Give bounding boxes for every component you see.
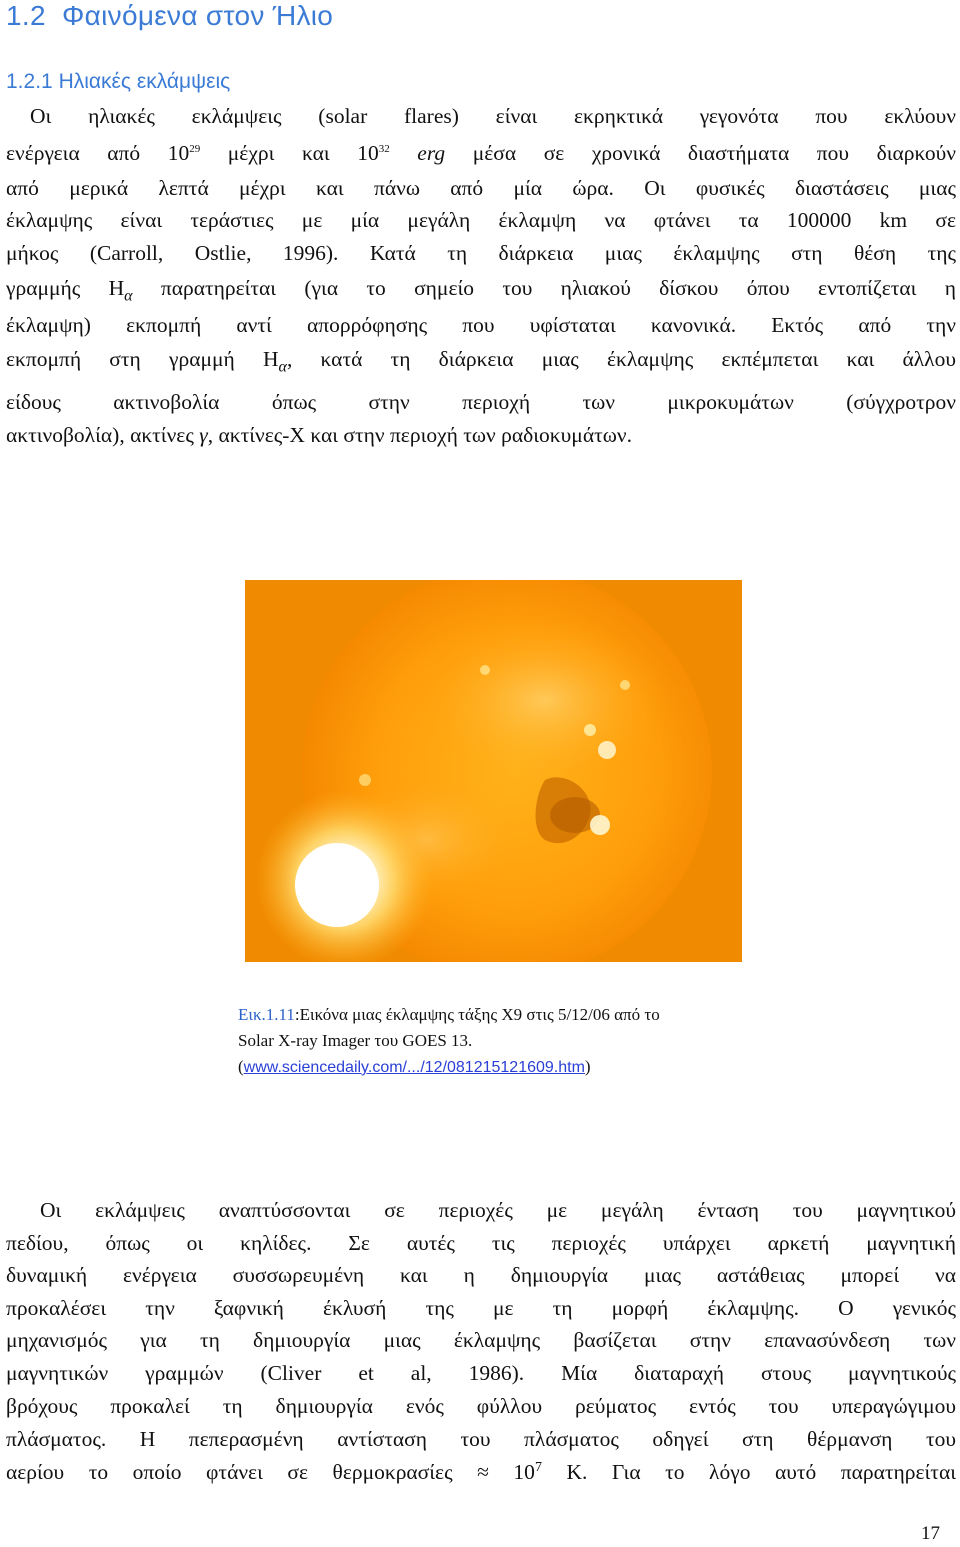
figure-caption-line: Solar X-ray Imager του GOES 13. [238, 1031, 473, 1050]
subsection-title: Ηλιακές εκλάμψεις [58, 70, 231, 93]
subsection-heading [6, 70, 230, 94]
solar-flare-illustration [245, 580, 742, 962]
solar-flare-image [245, 580, 742, 962]
paragraph-line: είδους ακτινοβολία όπως στην περιοχή των μικροκυμάτων (σύγχροτρον [6, 390, 956, 414]
figure-caption-line: Εικ.1.11:Εικόνα μιας έκλαμψης τάξης Χ9 στις 5/12/06 από το [238, 1005, 660, 1024]
paragraph-line: έκλαμψη) εκπομπή αντί απορρόφησης που υφίσταται κανονικά. Εκτός από την [6, 313, 956, 337]
paragraph-line: Οι εκλάμψεις αναπτύσσονται σε περιοχές με μεγάλη ένταση του μαγνητικού [40, 1198, 956, 1222]
paragraph-line: αερίου το οποίο φτάνει σε $\theta\varepsilon\rho\mu o\kappa\rho\alpha\sigma ί\varepsilon\varsigma \approx 10^7$ K. Για το λόγο αυτό παρατηρείται [6, 1459, 956, 1484]
paragraph-line: δυναμική ενέργεια συσσωρευμένη και η δημιουργία μιας αστάθειας μπορεί να [6, 1263, 956, 1287]
figure-caption-line: (www.sciencedaily.com/.../12/081215121609.htm) [238, 1057, 591, 1076]
paragraph-line: προκαλέσει την ξαφνική έκλυσή της με τη μορφή έκλαμψης. Ο γενικός [6, 1296, 956, 1320]
paragraph-line: έκλαμψης είναι τεράστιες με μία μεγάλη έκλαμψη να φτάνει τα 100000 km σε [6, 208, 956, 232]
paragraph-line: γραμμής $H_\alpha$ παρατηρείται (για το σημείο του ηλιακού δίσκου όπου εντοπίζεται η [6, 276, 956, 305]
figure-label: Εικ.1.11 [238, 1005, 295, 1024]
section-number: 1.2 [6, 0, 46, 31]
paragraph-line: μηχανισμός για τη δημιουργία μιας έκλαμψης βασίζεται στην επανασύνδεση των [6, 1328, 956, 1352]
paragraph-line: μαγνητικών γραμμών (Cliver et al, 1986). Μία διαταραχή στους μαγνητικούς [6, 1361, 956, 1385]
paragraph-line: ενέργεια από $10^{29}$ μέχρι και $10^{32}$ erg μέσα σε χρονικά διαστήματα που διαρκούν [6, 141, 957, 165]
paragraph-line: ακτινοβολία), ακτίνες γ, ακτίνες-Χ και στην περιοχή των ραδιοκυμάτων. [6, 423, 632, 447]
section-heading [6, 0, 333, 32]
subsection-number: 1.2.1 [6, 70, 53, 93]
section-title: Φαινόμενα στον Ήλιο [62, 0, 334, 31]
paragraph-line: πεδίου, όπως οι κηλίδες. Σε αυτές τις περιοχές υπάρχει αρκετή μαγνητική [6, 1231, 956, 1255]
paragraph-line: πλάσματος. Η πεπερασμένη αντίσταση του πλάσματος οδηγεί στη θέρμανση του [6, 1427, 956, 1451]
paragraph-line: βρόχους προκαλεί τη δημιουργία ενός φύλλου ρεύματος εντός του υπεραγώγιμου [6, 1394, 956, 1418]
paragraph-line: μήκος (Carroll, Ostlie, 1996). Κατά τη διάρκεια μιας έκλαμψης στη θέση της [6, 241, 956, 265]
paragraph-line: από μερικά λεπτά μέχρι και πάνω από μία ώρα. Οι φυσικές διαστάσεις μιας [6, 176, 956, 200]
paragraph-line: εκπομπή στη γραμμή $H_\alpha$, κατά τη διάρκεια μιας έκλαμψης εκπέμπεται και άλλου [6, 347, 956, 376]
page-number: 17 [921, 1523, 940, 1544]
paragraph-line: Οι ηλιακές εκλάμψεις (solar flares) είναι εκρηκτικά γεγονότα που εκλύουν [30, 104, 956, 128]
source-link[interactable]: www.sciencedaily.com/.../12/081215121609.htm [243, 1059, 585, 1076]
